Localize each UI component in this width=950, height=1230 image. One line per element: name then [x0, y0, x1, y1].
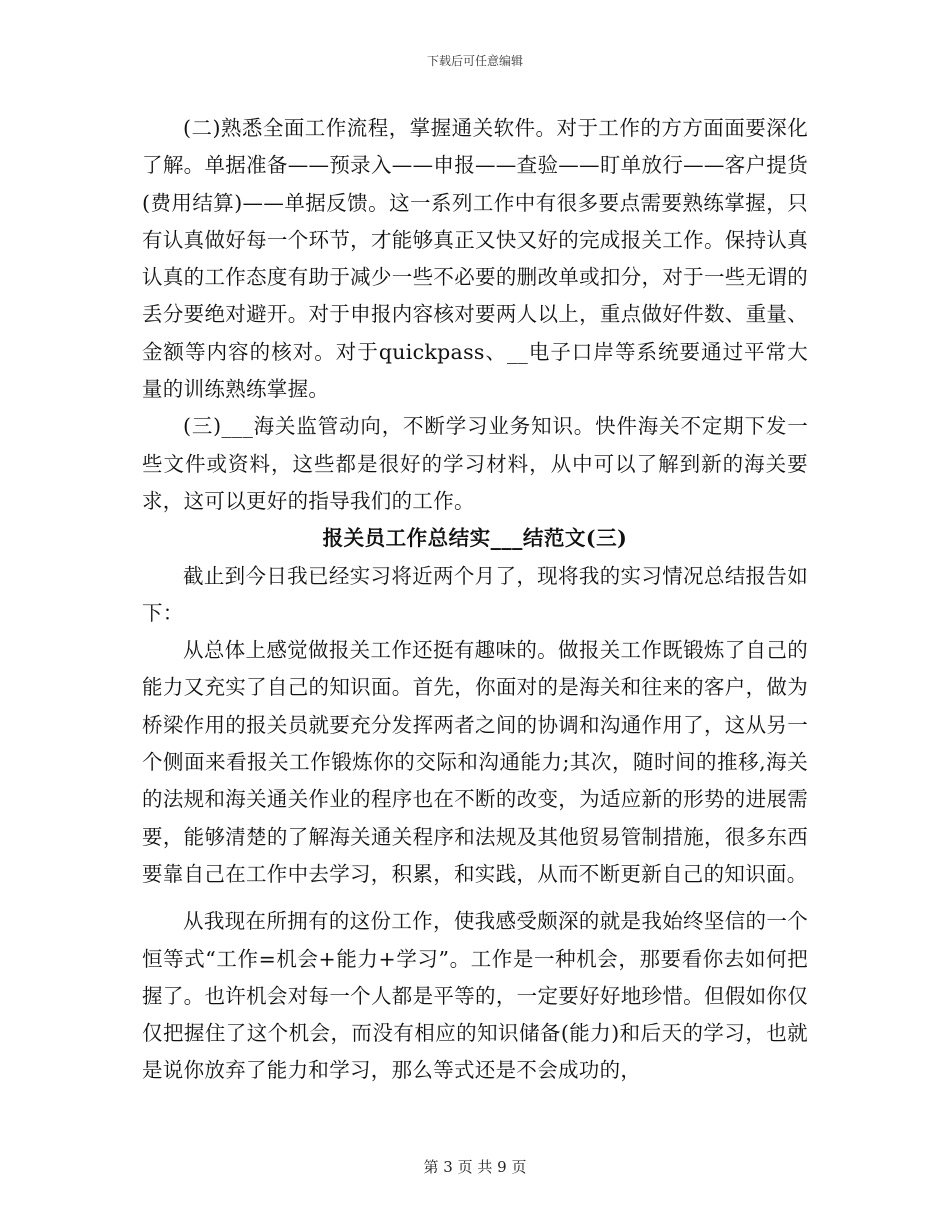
paragraph-work-equation: 从我现在所拥有的这份工作，使我感受颇深的就是我始终坚信的一个恒等式“工作=机会+能力+学习”。工作是一种机会，那要看你去如何把握了。也许机会对每一个人都是平等的，一定要好好地珍惜。但假如你仅仅把握住了这个机会，而没有相应的知识储备(能力)和后天的学习，也就是说你放弃了能力和学习，那么等式还是不会成功的，	[142, 909, 808, 1083]
paragraph-work-experience: 从总体上感觉做报关工作还挺有趣味的。做报关工作既锻炼了自己的能力又充实了自己的知识面。首先，你面对的是海关和往来的客户，做为桥梁作用的报关员就要充分发挥两者之间的协调和沟通作用了，这从另一个侧面来看报关工作锻炼你的交际和沟通能力;其次，随时间的推移,海关的法规和海关通关作业的程序也在不断的改变，为适应新的形势的进展需要，能够清楚的了解海关通关程序和法规及其他贸易管制措施，很多东西要靠自己在工作中去学习，积累，和实践，从而不断更新自己的知识面。	[142, 638, 808, 886]
page-number: 第 3 页 共 9 页	[423, 1158, 527, 1176]
page-header: 下载后可任意编辑	[426, 54, 523, 68]
section-title: 报关员工作总结实___结范文(三)	[322, 526, 628, 551]
paragraph-internship-intro: 截止到今日我已经实习将近两个月了，现将我的实习情况总结报告如下：	[142, 563, 808, 625]
paragraph-customs-workflow: (二)熟悉全面工作流程，掌握通关软件。对于工作的方方面面要深化了解。单据准备——预录入——申报——查验——盯单放行——客户提货(费用结算)——单据反馈。这一系列工作中有很多要点需要熟练掌握，只有认真做好每一个环节，才能够真正又快又好的完成报关工作。保持认真认真的工作态度有助于减少一些不必要的删改单或扣分，对于一些无谓的丢分要绝对避开。对于申报内容核对要两人以上，重点做好件数、重量、金额等内容的核对。对于quickpass、__电子口岸等系统要通过平常大量的训练熟练掌握。	[142, 116, 808, 402]
document-body	[142, 110, 808, 1090]
paragraph-customs-supervision: (三)___海关监管动向，不断学习业务知识。快件海关不定期下发一些文件或资料，这些都是很好的学习材料，从中可以了解到新的海关要求，这可以更好的指导我们的工作。	[142, 414, 808, 513]
